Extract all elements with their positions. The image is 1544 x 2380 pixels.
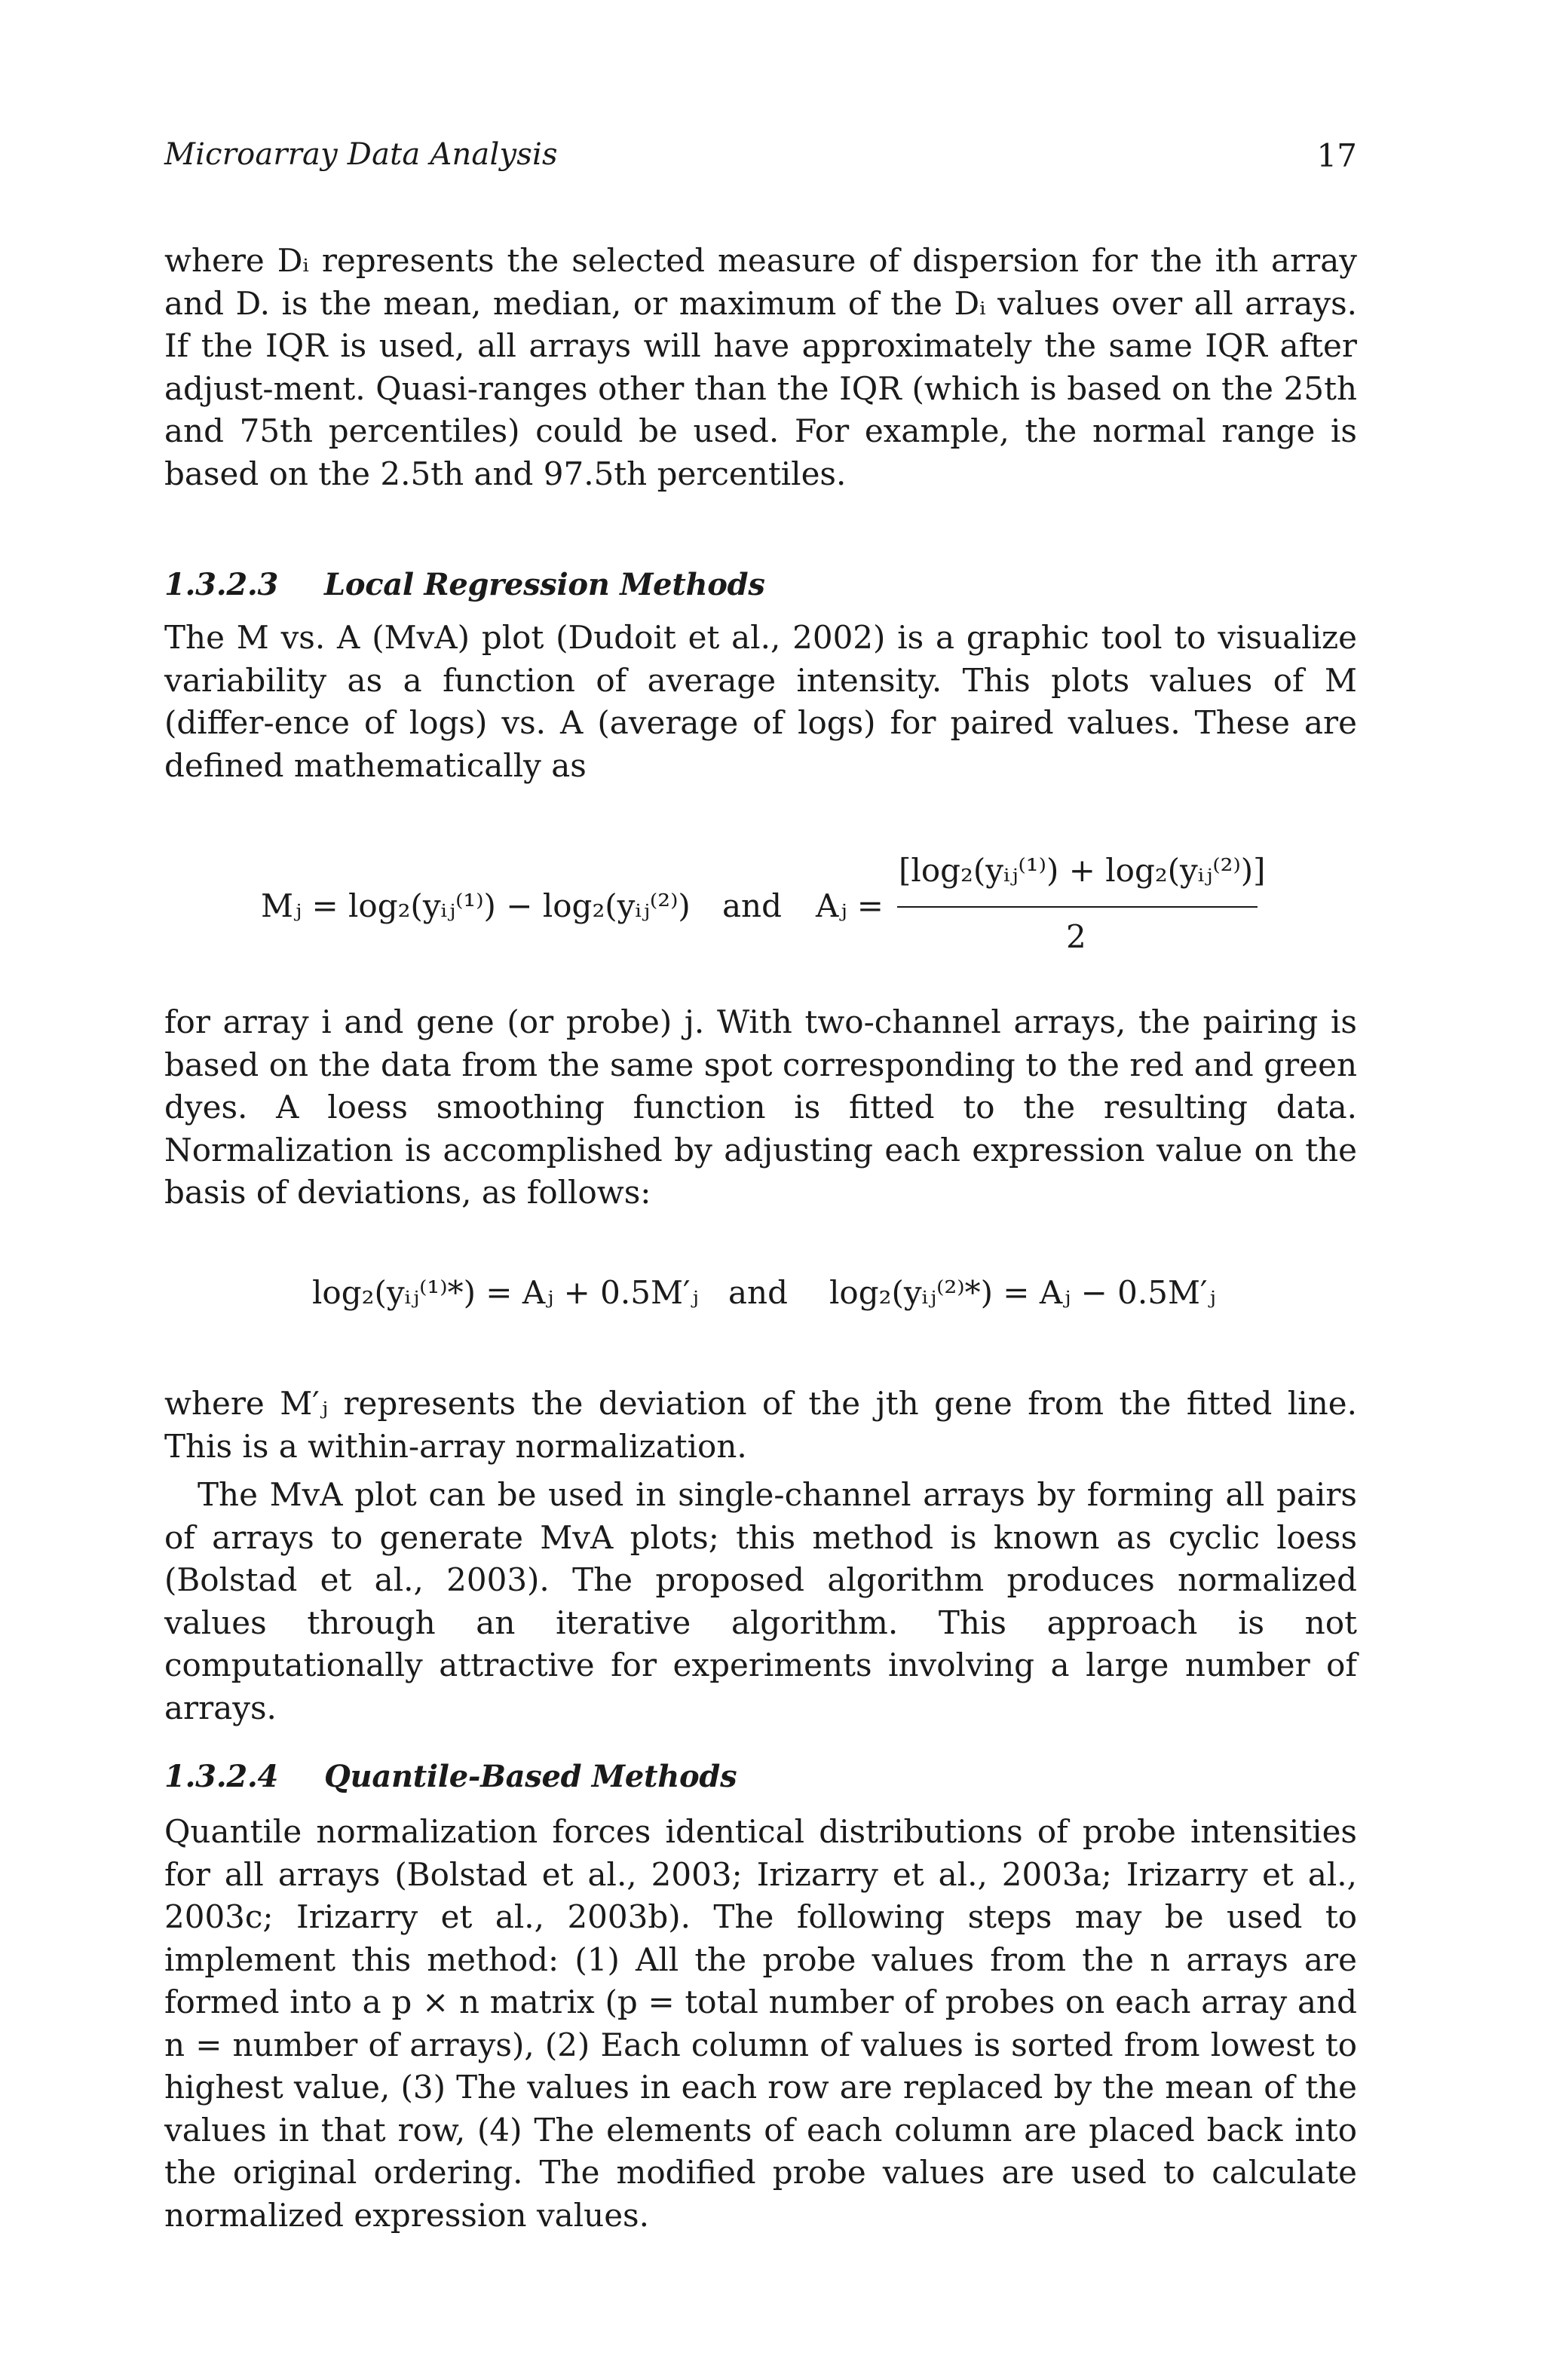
running-title: Microarray Data Analysis bbox=[164, 137, 558, 172]
section-title: Quantile-Based Methods bbox=[324, 1759, 737, 1794]
equation-a-numerator: [log₂(yᵢⱼ⁽¹⁾) + log₂(yᵢⱼ⁽²⁾)] bbox=[899, 852, 1266, 889]
equation-and: and bbox=[722, 887, 782, 924]
equation-log-y2: log₂(yᵢⱼ⁽²⁾*) = Aⱼ − 0.5M′ⱼ bbox=[829, 1274, 1216, 1311]
equation-log-y1: log₂(yᵢⱼ⁽¹⁾*) = Aⱼ + 0.5M′ⱼ bbox=[312, 1274, 699, 1311]
equation-m: Mⱼ = log₂(yᵢⱼ⁽¹⁾) − log₂(yᵢⱼ⁽²⁾) bbox=[261, 887, 691, 924]
paragraph-dispersion bbox=[164, 240, 1357, 495]
section-number: 1.3.2.3 bbox=[164, 567, 279, 602]
paragraph-deviation bbox=[164, 1383, 1357, 1468]
equation-and-2: and bbox=[728, 1274, 788, 1311]
page-number: 17 bbox=[1316, 137, 1357, 174]
paragraph-text: where M′ⱼ represents the deviation of the jth gene from the fitted line. This is a within-array normalization. bbox=[164, 1385, 1357, 1465]
paragraph-mva-intro bbox=[164, 617, 1357, 787]
paragraph-text: The MvA plot can be used in single-channel arrays by forming all pairs of arrays to generate MvA plots; this method is known as cyclic loess (Bolstad et al., 2003). The proposed algorithm produces normalized values through an iterative algorithm. This approach is not computationally attractive for experiments involving a large number of arrays. bbox=[164, 1476, 1357, 1726]
paragraph-quantile bbox=[164, 1811, 1357, 2237]
section-heading-local-regression bbox=[164, 567, 765, 602]
section-number: 1.3.2.4 bbox=[164, 1759, 279, 1794]
equation-a-denominator: 2 bbox=[1066, 918, 1086, 955]
fraction-bar bbox=[897, 906, 1258, 908]
paragraph-pairing bbox=[164, 1001, 1357, 1215]
paragraph-text: for array i and gene (or probe) j. With two-channel arrays, the pairing is based on the data from the same spot corresponding to the red and green dyes. A loess smoothing function is fitted to the resulting data. Normalization is accomplished by adjusting each expression value on the basis of deviations, as follows: bbox=[164, 1003, 1357, 1211]
paragraph-text: The M vs. A (MvA) plot (Dudoit et al., 2002) is a graphic tool to visualize variability as a function of average intensity. This plots values of M (differ-ence of logs) vs. A (average of logs) for paired values. These are defined mathematically as bbox=[164, 619, 1357, 784]
equation-a-lhs: Aⱼ = bbox=[816, 887, 884, 924]
paragraph-cyclic-loess bbox=[164, 1474, 1357, 1729]
section-title: Local Regression Methods bbox=[324, 567, 765, 602]
paragraph-text: Quantile normalization forces identical distributions of probe intensities for all arrays (Bolstad et al., 2003; Irizarry et al., 2003a; Irizarry et al., 2003c; Irizarry et al., 2003b). The following steps may be used to implement this method: (1) All the probe values from the n arrays are formed into a p × n matrix (p = total number of probes on each array and n = number of arrays), (2) Each column of values is sorted from lowest to highest value, (3) The values in each row are replaced by the mean of the values in that row, (4) The elements of each column are placed back into the original ordering. The modified probe values are used to calculate normalized expression values. bbox=[164, 1813, 1357, 2234]
section-heading-quantile bbox=[164, 1759, 737, 1794]
paragraph-text: where Dᵢ represents the selected measure of dispersion for the ith array and D. is the mean, median, or maximum of the Dᵢ values over all arrays. If the IQR is used, all arrays will have approximately the same IQR after adjust-ment. Quasi-ranges other than the IQR (which is based on the 25th and 75th percentiles) could be used. For example, the normal range is based on the 2.5th and 97.5th percentiles. bbox=[164, 242, 1357, 492]
